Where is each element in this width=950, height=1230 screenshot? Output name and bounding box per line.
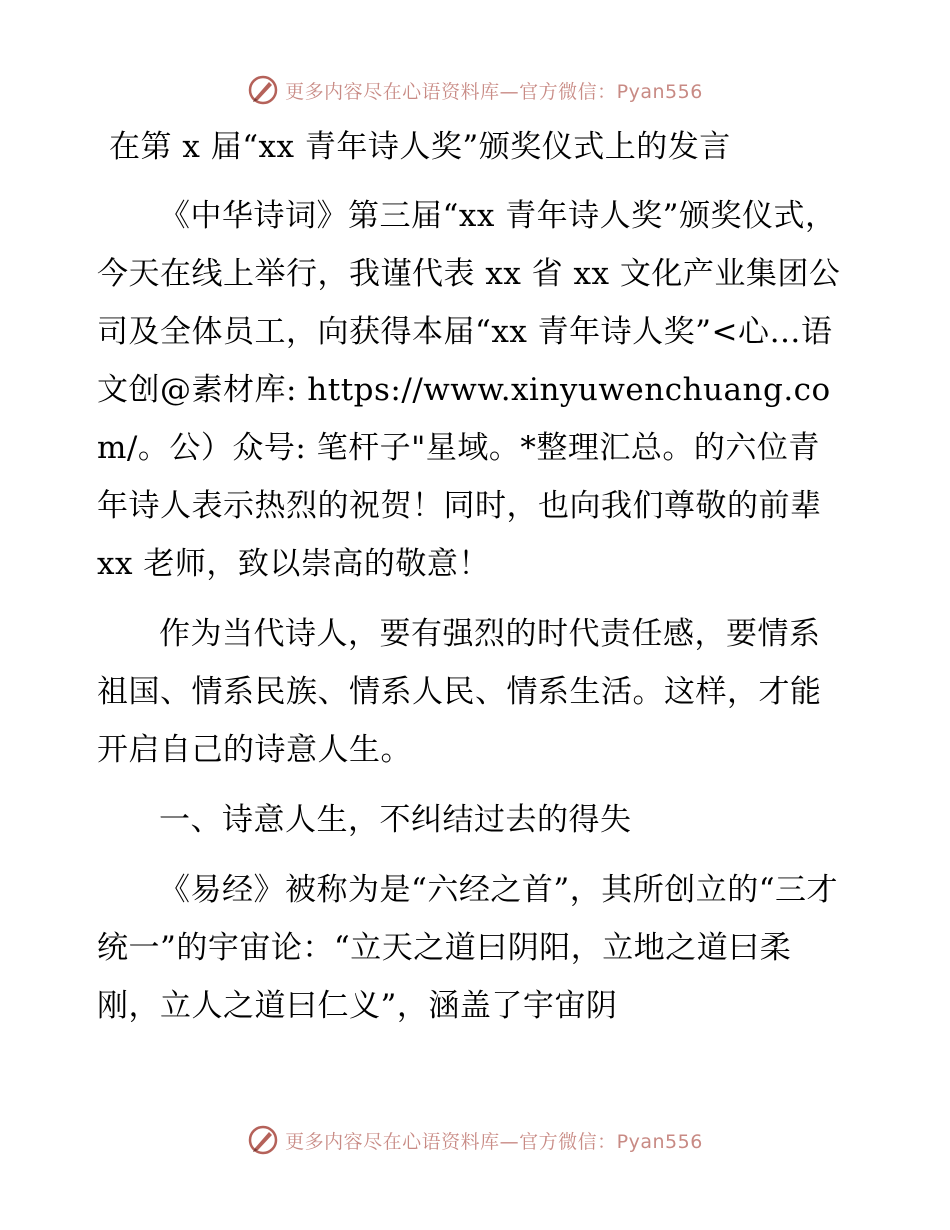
document-body bbox=[97, 125, 847, 1047]
quill-pen-logo-icon bbox=[247, 74, 279, 106]
document-title: 在第 x 届“xx 青年诗人奖”颁奖仪式上的发言 bbox=[109, 129, 731, 165]
watermark-footer bbox=[0, 1120, 950, 1160]
paragraph-responsibility: 作为当代诗人，要有强烈的时代责任感，要情系祖国、情系民族、情系人民、情系生活。这样，才能开启自己的诗意人生。 bbox=[97, 616, 822, 768]
watermark-header bbox=[0, 70, 950, 110]
paragraph-intro: 《中华诗词》第三届“xx 青年诗人奖”颁奖仪式，今天在线上举行，我谨代表 xx 省 xx 文化产业集团公司及全体员工，向获得本届“xx 青年诗人奖”<心…语文创@素材库: https://www.xinyuwenchuang.com/。公）众号: 笔杆子"星域。*整理汇总。的六位青年诗人表示热烈的祝贺！同时，也向我们尊敬的前辈 xx 老师，致以崇高的敬意！ bbox=[97, 198, 841, 582]
section-heading-1: 一、诗意人生，不纠结过去的得失 bbox=[159, 802, 632, 838]
watermark-text: 更多内容尽在心语资料库—官方微信：Pyan556 bbox=[285, 1130, 703, 1153]
paragraph-yijing: 《易经》被称为是“六经之首”，其所创立的“三才统一”的宇宙论：“立天之道曰阴阳，立地之道曰柔刚，立人之道曰仁义”，涵盖了宇宙阴 bbox=[97, 872, 839, 1024]
watermark-text: 更多内容尽在心语资料库—官方微信：Pyan556 bbox=[285, 80, 703, 103]
quill-pen-logo-icon bbox=[247, 1124, 279, 1156]
